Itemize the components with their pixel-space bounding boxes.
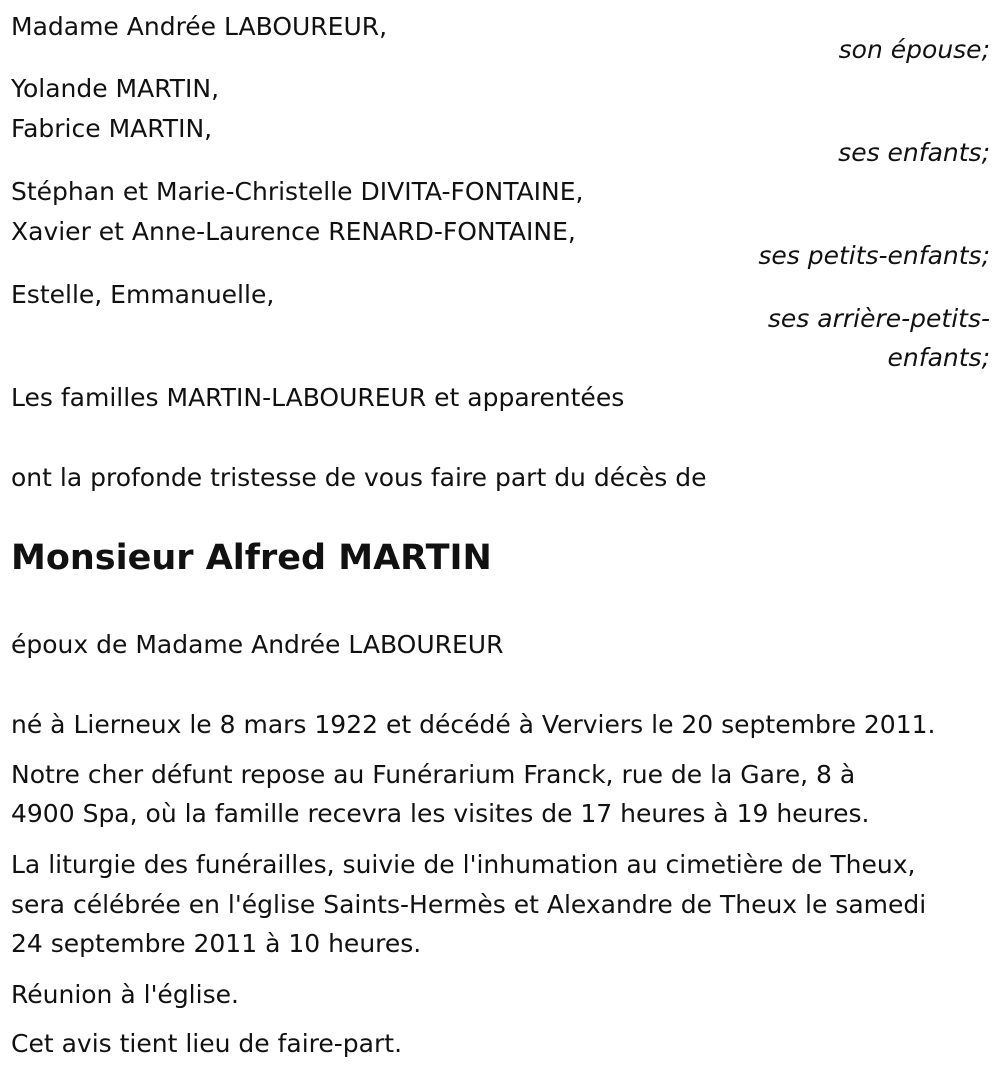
grandchild-name-2: Xavier et Anne-Laurence RENARD-FONTAINE, xyxy=(11,217,576,246)
spouse-name: Madame Andrée LABOUREUR, xyxy=(11,12,388,41)
notice-line: Cet avis tient lieu de faire-part. xyxy=(11,1029,403,1058)
grandchild-name-1: Stéphan et Marie-Christelle DIVITA-FONTAINE, xyxy=(11,177,584,206)
great-grandchildren-role-line2: enfants; xyxy=(887,343,990,372)
birth-death-line: né à Lierneux le 8 mars 1922 et décédé à Verviers le 20 septembre 2011. xyxy=(11,710,936,739)
liturgy-line-1: La liturgie des funérailles, suivie de l'inhumation au cimetière de Theux, xyxy=(11,850,916,879)
child-name-1: Yolande MARTIN, xyxy=(11,74,220,103)
grandchildren-role: ses petits-enfants; xyxy=(758,241,990,270)
announcement-line: ont la profonde tristesse de vous faire part du décès de xyxy=(11,463,707,492)
families-line: Les familles MARTIN-LABOUREUR et apparentées xyxy=(11,383,625,412)
repose-line-1: Notre cher défunt repose au Funérarium Franck, rue de la Gare, 8 à xyxy=(11,760,856,789)
liturgy-line-3: 24 septembre 2011 à 10 heures. xyxy=(11,929,422,958)
child-name-2: Fabrice MARTIN, xyxy=(11,114,213,143)
deceased-relation: époux de Madame Andrée LABOUREUR xyxy=(11,630,504,659)
repose-line-2: 4900 Spa, où la famille recevra les visites de 17 heures à 19 heures. xyxy=(11,799,870,828)
great-grandchildren-names: Estelle, Emmanuelle, xyxy=(11,280,275,309)
liturgy-line-2: sera célébrée en l'église Saints-Hermès et Alexandre de Theux le samedi xyxy=(11,890,927,919)
deceased-name: Monsieur Alfred MARTIN xyxy=(11,538,492,578)
spouse-role: son épouse; xyxy=(838,35,990,64)
children-role: ses enfants; xyxy=(838,138,990,167)
great-grandchildren-role-line1: ses arrière-petits- xyxy=(767,304,990,333)
meeting-line: Réunion à l'église. xyxy=(11,980,239,1009)
